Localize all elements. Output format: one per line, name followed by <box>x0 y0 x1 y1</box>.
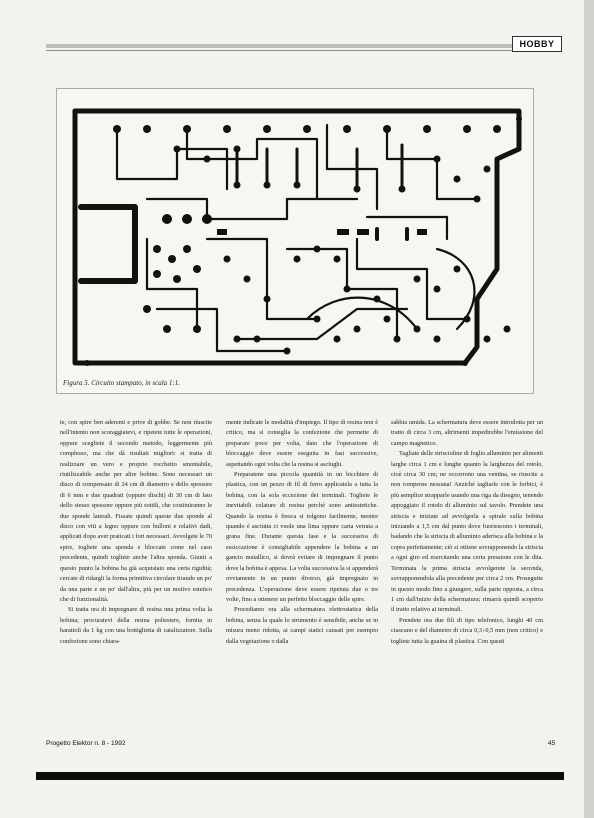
footer-bar <box>36 772 564 780</box>
paragraph: sabbia umida. La schermatura deve essere introdotta per un tratto di circa 3 cm, altrimenti impedirebbe l'emissione del campo magnetico. <box>391 419 543 447</box>
pcb-figure <box>56 88 534 394</box>
page-number: 45 <box>548 740 556 747</box>
paragraph: Preparatene una piccola quantità in un bicchiere di plastica, con un pezzo di fil di ferro applicatela a tutta la bobina, con la sola eccezione dei terminali. Togliete le inevitabili colature di resina perché sono antiestetiche. Quando la resina è fresca si tolgono facilmente, mentre quando è asciutta ci vuole una lima oppure carta vetrata a grana fine. Durante questa fase e la successiva di essiccazione è consigliabile appendere la bobina a un gancio metallico, si dovrà evitare di impregnare il punto dove la bobina è appesa. La volta successiva la si appenderà ovviamente in un punto diverso, già impregnato in precedenza. L'operazione deve essere ripetuta due o tre volte, fino a ottenere un perfetto bloccaggio delle spire. <box>226 471 378 603</box>
article-column-2 <box>226 418 378 736</box>
page-edge-shadow <box>584 0 594 818</box>
pcb-layout-drawing <box>57 89 533 393</box>
paragraph: Tagliate delle striscioline di foglio alluminio per alimenti larghe circa 1 cm e lunghe quanto la larghezza del rotolo, cioè circa 30 cm; ne occorrono una ventina, se riuscite a non romperne nessuna! Anziché tagliarle con le forbici, è più semplice strapparle usando una riga da disegno, tenendo appoggiato il rotolo di alluminio sul tavolo. Prendete una striscia e iniziate ad avvolgerla a spirale sulla bobina iniziando a 1,5 cm dal punto dove fuoriescono i terminali, badando che la striscia di alluminio aderisca alla bobina e la copra perfettamente; ciò si ottiene sovrapponendo la striscia a ogni giro ed esercitando una certa pressione con le dita. Terminata la prima striscia avvolgerete la seconda, sovrapponendola alla precedente per circa 2 cm. Proseguite in questo modo fino a giungere, sulla parte opposta, a circa 1 cm dall'inizio della schermatura; rimarrà quindi scoperto il tratto relativo ai terminali. <box>391 450 543 614</box>
article-column-1 <box>60 418 212 736</box>
footer-publication: Progetto Elektor n. 8 - 1992 <box>46 740 126 747</box>
paragraph: Prendete ora due fili di tipo telefonico, lunghi 40 cm ciascuno e del diametro di circa 0,3÷0,5 mm (non critico) e togliete tutta la guaina di plastica. Con questi <box>391 616 543 645</box>
article-column-3 <box>391 418 543 736</box>
header-rule <box>46 44 514 48</box>
section-tag: HOBBY <box>512 36 562 52</box>
figure-caption: Figura 5. Circuito stampato, in scala 1:1. <box>63 379 180 387</box>
paragraph: Si tratta ora di impregnare di resina una prima volta la bobina; procuratevi della resina poliestere, fornita in barattoli da 1 kg con una bottiglietta di catalizzatore. Sulla confezione sono chiara- <box>60 606 212 645</box>
paragraph: mente indicate le modalità d'impiego. Il tipo di resina non è critico, ma si consiglia la confezione che permette di preparare poco per volta, dato che l'operazione di bloccaggio deve essere eseguita in fasi successive, aspettando ogni volta che la resina si asciughi. <box>226 419 378 468</box>
header-rule-thin <box>46 50 514 51</box>
paragraph: te, con spire ben aderenti e prive di gobbe. Se non riuscite nell'intento non scoraggiatevi, e ripetete tutte le operazioni, oppure scegliete il secondo metodo, leggermente più complesso, ma che dà risultati migliori: si tratta di realizzare un vero e proprio rocchetto smontabile, riutilizzabile anche per altre bobine. Sono necessari un disco di compensato di 24 cm di diametro e dello spessore di 6 mm e due quadrati (oppure dischi) di 30 cm di lato dello stesso spessore oppure più sottili, che costituiranno le due sponde laterali. Fissate quindi queste due sponde al disco con viti a legno oppure con bulloni e relativi dadi, applicati dopo aver praticati i fori necessari. Avvolgete le 70 spire, togliete una sponda e bloccate come nel caso precedente, quindi togliete anche l'altra sponda. Giunti a questo punto la bobina ha già acquistato una certa rigidità; cercate di ridargli la forma primitiva circolare tirando un po' da una parte e un po' dall'altra, più per un motivo estetico che di funzionalità. <box>60 419 212 603</box>
paragraph: Procediamo ora alla schermatura elettrostatica della bobina, senza la quale lo strumento è sensibile, anche se in misura meno ridotta, ai campi statici causati per esempio dalla vegetazione o dalla <box>226 606 378 645</box>
